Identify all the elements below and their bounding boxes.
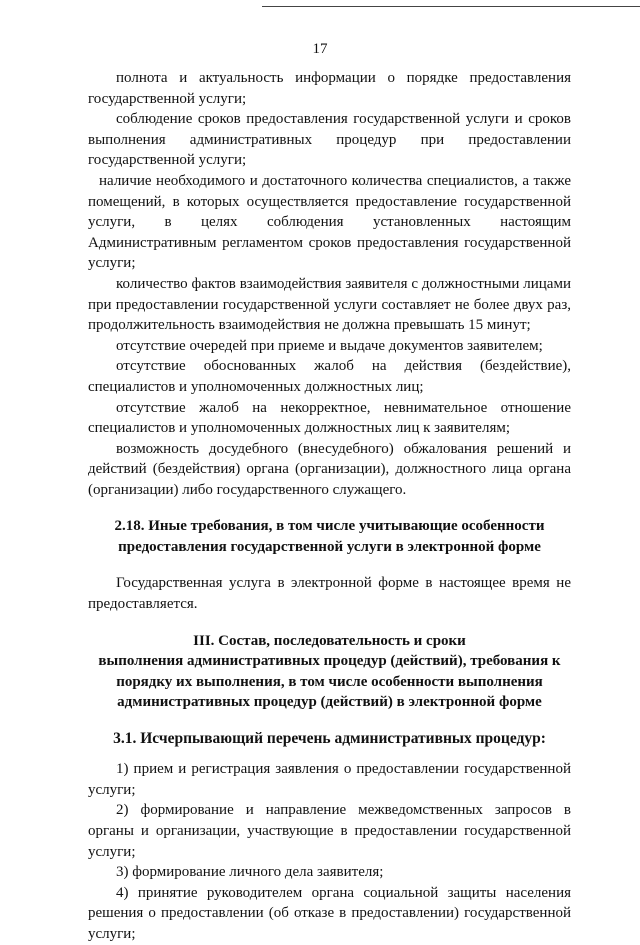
paragraph: отсутствие жалоб на некорректное, невнимательное отношение специалистов и уполномоченных должностных лиц к заявителям; (88, 399, 571, 437)
list-item: 1) прием и регистрация заявления о предоставлении государственной услуги; (88, 761, 571, 798)
heading-line: предоставления государственной услуги в электронной форме (118, 538, 541, 555)
paragraph: отсутствие обоснованных жалоб на действия (бездействие), специалистов и уполномоченных должностных лиц; (88, 358, 571, 395)
section-heading-3 (88, 631, 571, 713)
paragraph: Государственная услуга в электронной форме в настоящее время не предоставляется. (88, 575, 571, 613)
list-item: 4) принятие руководителем органа социальной защиты населения решения о предоставлении (об отказе в предоставлении) государственной услуги; (88, 884, 571, 942)
page-number: 17 (312, 41, 328, 57)
paragraph: количество фактов взаимодействия заявителя с должностными лицами при предоставлении государственной услуги составляет не более двух раз, продолжительность взаимодействия не должна превышать 15 минут; (88, 275, 571, 334)
document-body (88, 68, 571, 945)
paragraph: возможность досудебного (внесудебного) обжалования решений и действий (бездействия) органа (организации), должностного лица органа (организации) либо государственного служащего. (88, 440, 571, 498)
paragraph: соблюдение сроков предоставления государственной услуги и сроков выполнения административных процедур при предоставлении государственной услуги; (88, 111, 571, 169)
heading-line: выполнения административных процедур (действий), требования к (98, 653, 561, 670)
heading-line: административных процедур (действий) в электронной форме (117, 694, 542, 711)
paragraph: отсутствие очередей при приеме и выдаче документов заявителем; (116, 337, 543, 354)
list-item: 2) формирование и направление межведомственных запросов в органы и организации, участвующие в предоставлении государственной услуги; (88, 802, 571, 860)
paragraph: наличие необходимого и достаточного количества специалистов, а также помещений, в которых осуществляется предоставление государственной услуги, в целях соблюдения установленных настоящим Административным регламентом сроков предоставления государственной услуги; (88, 172, 571, 272)
section-heading-2-18 (88, 516, 571, 557)
top-rule (262, 6, 640, 7)
list-item: 3) формирование личного дела заявителя; (116, 864, 384, 881)
paragraph: полнота и актуальность информации о порядке предоставления государственной услуги; (88, 70, 571, 107)
heading-line: порядку их выполнения, в том числе особенности выполнения (116, 673, 543, 690)
heading-line: 2.18. Иные требования, в том числе учитывающие особенности (114, 518, 545, 535)
heading-line: III. Состав, последовательность и сроки (193, 632, 466, 649)
section-heading-3-1: 3.1. Исчерпывающий перечень административных процедур: (113, 729, 546, 747)
